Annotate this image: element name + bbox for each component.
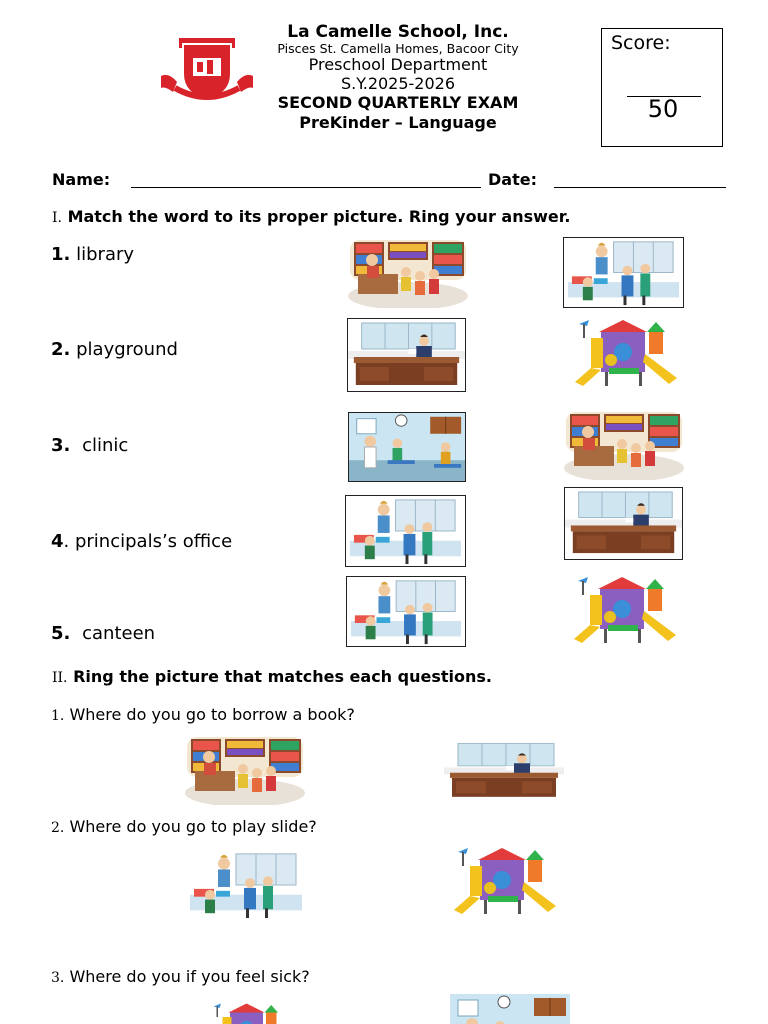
department: Preschool Department — [308, 55, 488, 74]
part1-text: Match the word to its proper picture. Ring your answer. — [67, 207, 571, 226]
item-2-choice-playground[interactable] — [565, 318, 685, 390]
score-total: 50 — [647, 95, 679, 123]
item-4-choice-office[interactable] — [564, 487, 683, 560]
item-word: . principals’s office — [63, 531, 233, 552]
question-1 — [51, 705, 355, 724]
part1-number: I. — [52, 210, 62, 226]
question-2-choice-canteen[interactable] — [186, 850, 306, 920]
question-text: Where do you go to play slide? — [69, 817, 317, 836]
item-2-choice-office[interactable] — [347, 318, 466, 392]
question-1-choice-library[interactable] — [185, 733, 305, 805]
item-number: 5. — [51, 623, 71, 644]
item-1-choice-canteen[interactable] — [563, 237, 684, 308]
question-number: 2. — [51, 820, 65, 836]
date-label: Date: — [488, 170, 537, 189]
item-3-label — [51, 435, 128, 456]
item-word: playground — [76, 339, 178, 360]
item-1-label — [51, 244, 134, 265]
part1-instruction — [52, 207, 570, 226]
item-2-label — [51, 339, 178, 360]
item-4-choice-canteen[interactable] — [345, 495, 466, 567]
item-number: 2. — [51, 339, 71, 360]
part2-text: Ring the picture that matches each questions. — [73, 667, 492, 686]
exam-title: SECOND QUARTERLY EXAM — [277, 93, 519, 112]
school-name: La Camelle School, Inc. — [287, 22, 509, 42]
item-1-choice-library[interactable] — [348, 236, 468, 308]
score-label: Score: — [611, 32, 671, 54]
question-2 — [51, 817, 317, 836]
item-5-label — [51, 623, 155, 644]
item-4-label — [51, 531, 232, 552]
item-3-choice-clinic[interactable] — [348, 412, 466, 482]
school-year: S.Y.2025-2026 — [340, 74, 456, 93]
item-word: canteen — [82, 623, 156, 644]
date-line[interactable] — [554, 187, 726, 188]
item-5-choice-playground[interactable] — [564, 575, 684, 647]
question-3-choice-clinic[interactable] — [450, 994, 570, 1024]
item-5-choice-canteen[interactable] — [346, 576, 466, 647]
question-3 — [51, 967, 310, 986]
item-number: 1. — [51, 244, 71, 265]
subject: PreKinder – Language — [299, 113, 497, 132]
question-number: 1. — [51, 708, 65, 724]
question-number: 3. — [51, 970, 65, 986]
part2-instruction — [52, 667, 492, 686]
item-word: library — [76, 244, 135, 265]
item-word: clinic — [82, 435, 129, 456]
school-address: Pisces St. Camella Homes, Bacoor City — [277, 41, 519, 56]
name-line[interactable] — [131, 187, 481, 188]
question-2-choice-playground[interactable] — [444, 846, 564, 918]
question-text: Where do you if you feel sick? — [69, 967, 310, 986]
item-3-choice-library[interactable] — [564, 408, 684, 480]
part2-number: II. — [52, 670, 68, 686]
item-number: 3. — [51, 435, 71, 456]
question-1-choice-office[interactable] — [444, 740, 564, 802]
question-text: Where do you go to borrow a book? — [69, 705, 355, 724]
item-number: 4 — [51, 531, 64, 552]
name-label: Name: — [52, 170, 111, 189]
question-3-choice-playground[interactable] — [203, 1002, 293, 1024]
score-box — [601, 28, 723, 147]
